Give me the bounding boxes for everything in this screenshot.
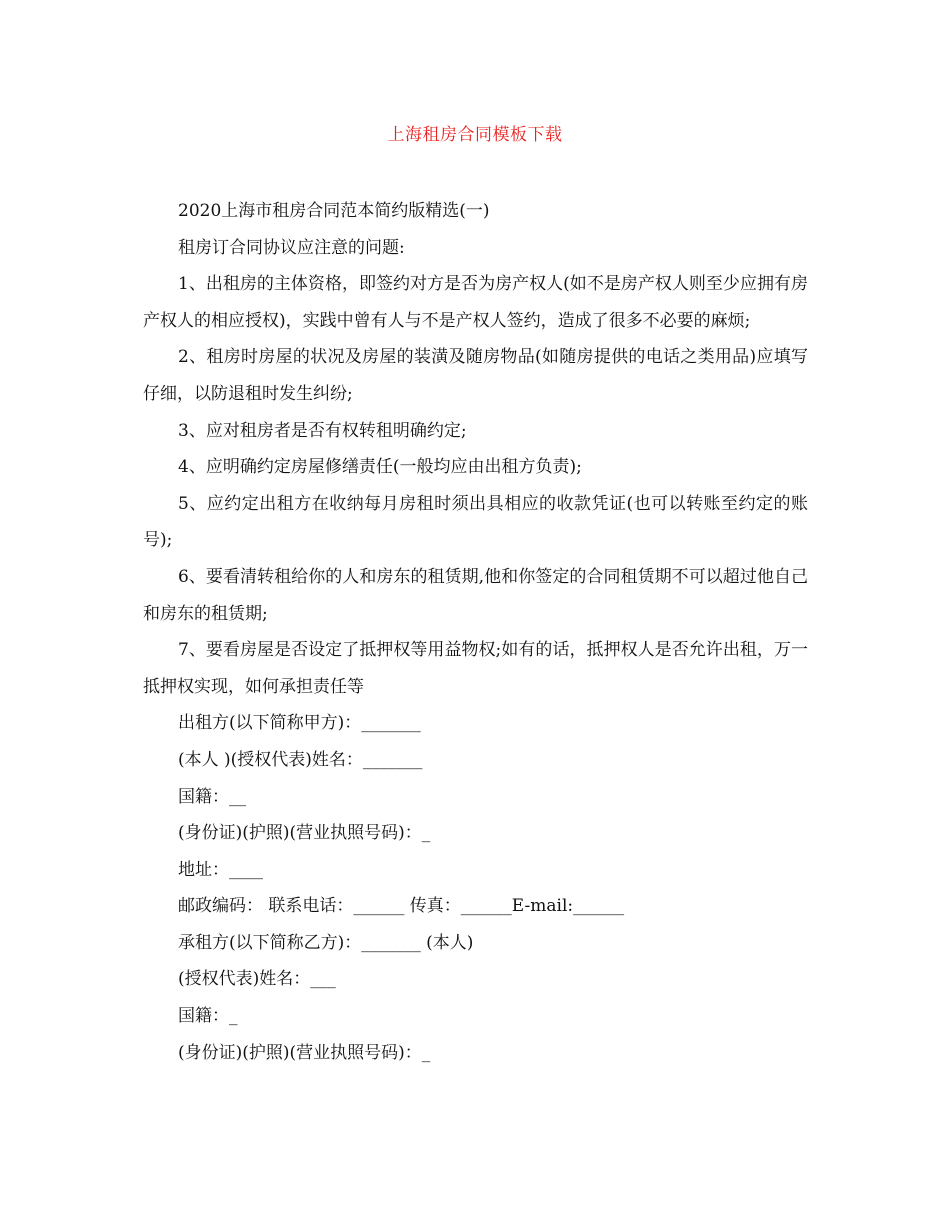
paragraph-item-4: 4、应明确约定房屋修缮责任(一般均应由出租方负责); xyxy=(178,457,582,478)
field-lessee-nationality: 国籍：_ xyxy=(178,1006,238,1027)
paragraph-item-5: 5、应约定出租方在收纳每月房租时须出具相应的收款凭证(也可以转账至约定的账号); xyxy=(143,493,808,551)
paragraph-heading: 2020上海市租房合同范本简约版精选(一) xyxy=(178,201,490,221)
paragraph-item-1: 1、出租房的主体资格，即签约对方是否为房产权人(如不是房产权人则至少应拥有房产权人的相应授权)，实践中曾有人与不是产权人签约，造成了很多不必要的麻烦; xyxy=(143,274,808,331)
field-lessor: 出租方(以下简称甲方)：_______ xyxy=(178,713,421,734)
field-lessor-name: (本人 )(授权代表)姓名：_______ xyxy=(178,749,423,770)
field-lessee-id: (身份证)(护照)(营业执照号码)：_ xyxy=(178,1042,431,1063)
paragraph-item-2: 2、租房时房屋的状况及房屋的装潢及随房物品(如随房提供的电话之类用品)应填写仔细，以防退租时发生纠纷; xyxy=(143,347,808,404)
field-lessee-name: (授权代表)姓名：___ xyxy=(178,969,336,990)
paragraph-item-6: 6、要看清转租给你的人和房东的租赁期,他和你签定的合同租赁期不可以超过他自己和房东的租赁期; xyxy=(143,566,808,624)
paragraph-item-3: 3、应对租房者是否有权转租明确约定; xyxy=(178,420,467,441)
field-lessee: 承租方(以下简称乙方)：_______ (本人) xyxy=(178,932,474,953)
field-lessor-id: (身份证)(护照)(营业执照号码)：_ xyxy=(178,823,431,844)
field-lessor-contact: 邮政编码： 联系电话：______ 传真：______E-mail:______ xyxy=(178,896,625,917)
paragraph-notice-title: 租房订合同协议应注意的问题: xyxy=(178,237,405,258)
document-title: 上海租房合同模板下载 xyxy=(387,125,563,145)
document-body xyxy=(143,193,808,1071)
paragraph-item-7: 7、要看房屋是否设定了抵押权等用益物权;如有的话，抵押权人是否允许出租，万一抵押权实现，如何承担责任等 xyxy=(143,640,808,697)
field-lessor-address: 地址：____ xyxy=(178,859,263,880)
field-lessor-nationality: 国籍：__ xyxy=(178,786,246,807)
